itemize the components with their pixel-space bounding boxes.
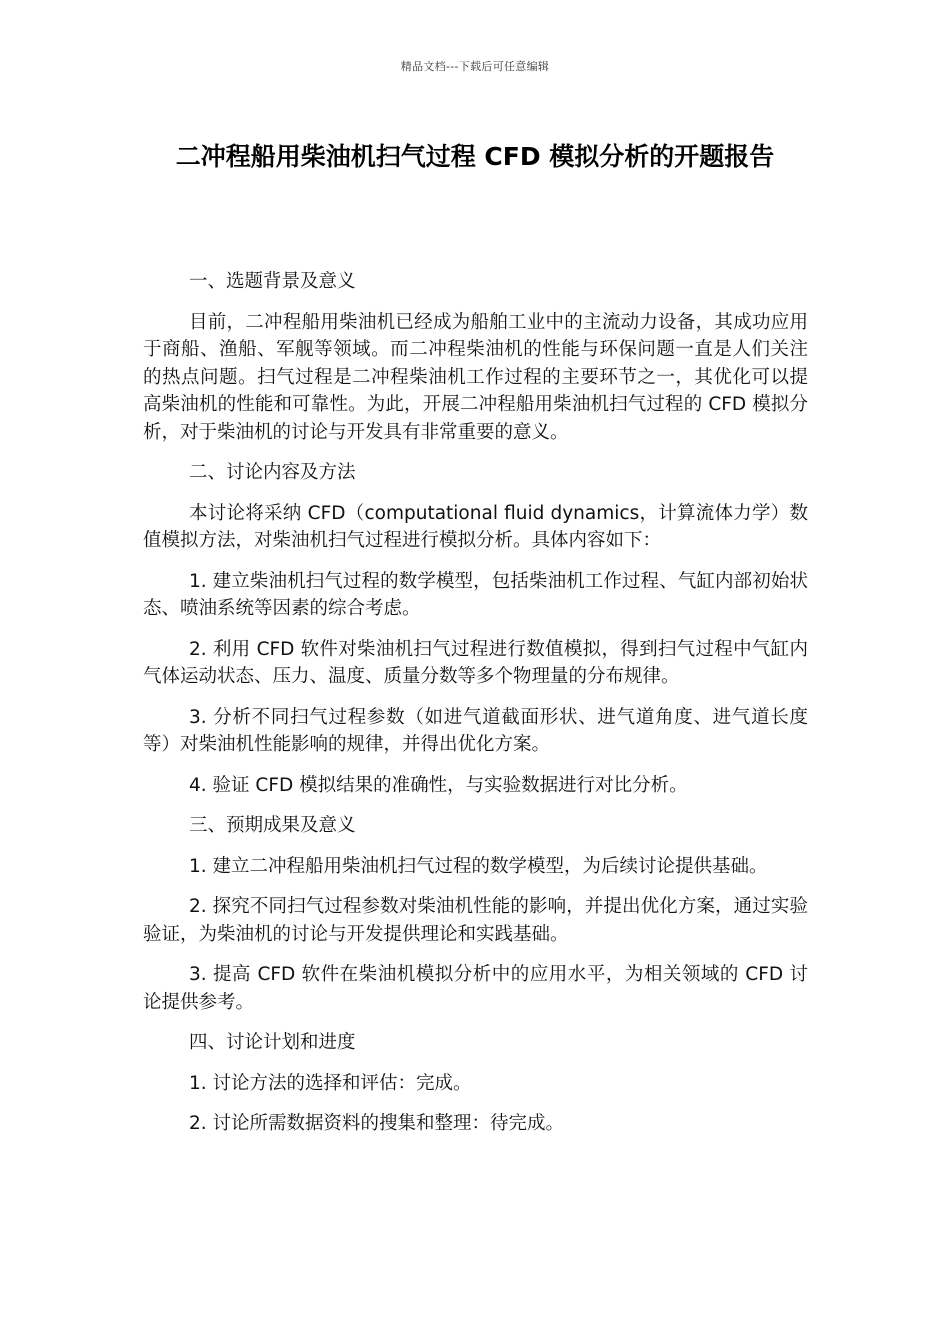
list-item-result-3: 3. 提高 CFD 软件在柴油机模拟分析中的应用水平，为相关领域的 CFD 讨论提供参考。: [143, 964, 808, 1013]
section-heading-plan: 四、讨论计划和进度: [189, 1032, 356, 1053]
paragraph-method-intro: 本讨论将采纳 CFD（computational fluid dynamics，计算流体力学）数值模拟方法，对柴油机扫气过程进行模拟分析。具体内容如下：: [143, 502, 808, 551]
list-item-method-2: 2. 利用 CFD 软件对柴油机扫气过程进行数值模拟，得到扫气过程中气缸内气体运动状态、压力、温度、质量分数等多个物理量的分布规律。: [143, 638, 808, 687]
list-item-method-4: 4. 验证 CFD 模拟结果的准确性，与实验数据进行对比分析。: [189, 774, 688, 796]
document-body: [143, 268, 808, 1151]
section-heading-background: 一、选题背景及意义: [189, 271, 356, 292]
list-item-result-2: 2. 探究不同扫气过程参数对柴油机性能的影响，并提出优化方案，通过实验验证，为柴油机的讨论与开发提供理论和实践基础。: [143, 896, 808, 945]
list-item-result-1: 1. 建立二冲程船用柴油机扫气过程的数学模型，为后续讨论提供基础。: [189, 855, 768, 877]
section-heading-content-method: 二、讨论内容及方法: [189, 462, 356, 483]
section-heading-expected-results: 三、预期成果及意义: [189, 815, 356, 836]
list-item-method-3: 3. 分析不同扫气过程参数（如进气道截面形状、进气道角度、进气道长度等）对柴油机性能影响的规律，并得出优化方案。: [143, 706, 808, 755]
header-note: 精品文档---下载后可任意编辑: [400, 60, 550, 73]
paragraph-background: 目前，二冲程船用柴油机已经成为船舶工业中的主流动力设备，其成功应用于商船、渔船、军舰等领域。而二冲程柴油机的性能与环保问题一直是人们关注的热点问题。扫气过程是二冲程柴油机工作过程的主要环节之一，其优化可以提高柴油机的性能和可靠性。为此，开展二冲程船用柴油机扫气过程的 CFD 模拟分析，对于柴油机的讨论与开发具有非常重要的意义。: [143, 311, 808, 443]
list-item-plan-2: 2. 讨论所需数据资料的搜集和整理：待完成。: [189, 1113, 565, 1134]
list-item-plan-1: 1. 讨论方法的选择和评估：完成。: [189, 1072, 472, 1094]
list-item-method-1: 1. 建立柴油机扫气过程的数学模型，包括柴油机工作过程、气缸内部初始状态、喷油系统等因素的综合考虑。: [143, 570, 808, 619]
document-title: 二冲程船用柴油机扫气过程 CFD 模拟分析的开题报告: [175, 142, 775, 171]
